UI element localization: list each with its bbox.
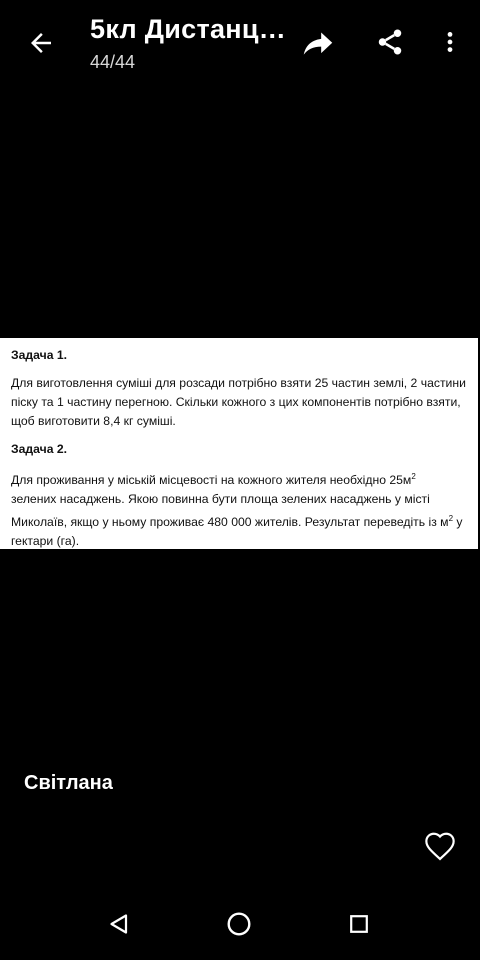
more-vert-icon[interactable]: [428, 18, 472, 66]
task2-title: Задача 2.: [11, 442, 68, 456]
task1-title: Задача 1.: [11, 348, 68, 362]
nav-back-icon[interactable]: [95, 900, 143, 948]
page-counter: 44/44: [90, 52, 136, 72]
nav-home-icon[interactable]: [215, 900, 263, 948]
task1-line: Для виготовлення суміші для розсади потрібно взяти 25 частин землі, 2 частини: [11, 376, 466, 390]
task2-text: [11, 467, 471, 551]
system-nav-bar: [0, 888, 480, 960]
heart-icon[interactable]: [420, 828, 460, 864]
page-title: 5кл Дистанц…: [90, 14, 287, 44]
forward-icon[interactable]: [294, 18, 342, 66]
nav-recents-icon[interactable]: [335, 900, 383, 948]
document-image: [0, 338, 478, 549]
back-arrow-icon[interactable]: [18, 20, 64, 66]
share-icon[interactable]: [366, 18, 414, 66]
task1-line: піску та 1 частину перегною. Скільки кожного з цих компонентів потрібно взяти,: [11, 395, 461, 409]
task1-line: щоб виготовити 8,4 кг суміші.: [11, 414, 176, 428]
task1-text: [11, 374, 471, 431]
task2-line: гектари (га).: [11, 534, 80, 549]
task2-line: зелених насаджень. Якою повинна бути площа зелених насаджень у місті: [11, 492, 430, 507]
task2-line: Для проживання у міській місцевості на кожного жителя необхідно $25м^2$: [11, 472, 416, 488]
author-name: Світлана: [24, 772, 113, 794]
top-app-bar: [0, 0, 480, 80]
task2-line: Миколаїв, якщо у ньому проживає 480 000 жителів. Результат переведіть із $м^2$ у: [11, 514, 463, 530]
